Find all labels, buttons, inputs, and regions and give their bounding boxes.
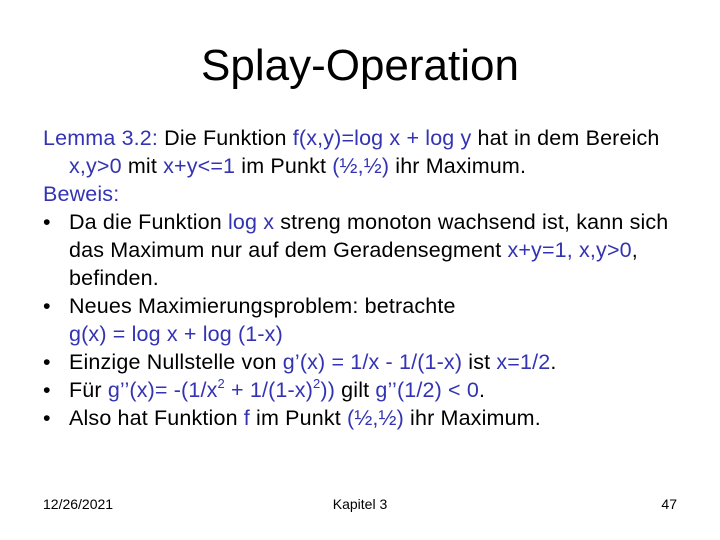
- slide-title: Splay-Operation: [201, 41, 519, 90]
- item-text: ihr Maximum.: [403, 406, 541, 430]
- item-formula: f: [243, 406, 250, 430]
- bullet-icon: •: [43, 350, 51, 374]
- item-formula: log x: [227, 210, 275, 234]
- item-text: streng monoton wachsend ist, kann sich das Maximum nur auf dem Geradensegment: [69, 210, 669, 262]
- item-text: Einzige Nullstelle von: [69, 350, 283, 374]
- bullet-icon: •: [43, 210, 51, 234]
- footer-chapter: Kapitel 3: [332, 496, 388, 512]
- lemma-statement: [43, 124, 683, 180]
- bullet-icon: •: [43, 378, 51, 402]
- lemma-point: (½,½): [332, 154, 390, 178]
- item-formula: g(x) = log x + log (1-x): [69, 322, 283, 346]
- proof-heading: Beweis:: [43, 182, 120, 206]
- item-text: ist: [462, 350, 497, 374]
- bullet-icon: •: [43, 294, 51, 318]
- lemma-text: ihr Maximum.: [389, 154, 527, 178]
- bullet-icon: •: [43, 406, 51, 430]
- list-item: [43, 348, 683, 376]
- list-item: [43, 292, 683, 348]
- item-formula: g’(x) = 1/x - 1/(1-x): [282, 350, 463, 374]
- item-text: Für: [69, 378, 108, 402]
- item-text: Also hat Funktion: [69, 406, 244, 430]
- lemma-function: f(x,y)=log x + log y: [292, 126, 472, 150]
- item-formula: g’’(x)= $-(1/x^2 + 1/(1-x)^2)$): [107, 375, 336, 402]
- slide-body: [43, 124, 683, 432]
- item-text: im Punkt: [249, 406, 348, 430]
- footer-date: 12/26/2021: [43, 496, 114, 512]
- item-text: Neues Maximierungsproblem: betrachte: [69, 294, 456, 318]
- lemma-text: hat in dem Bereich: [471, 126, 660, 150]
- lemma-text: im Punkt: [235, 154, 333, 178]
- item-formula: x+y=1, x,y>0: [507, 238, 632, 262]
- lemma-text: Die Funktion: [158, 126, 293, 150]
- item-text: , befinden.: [69, 238, 638, 290]
- list-item: [43, 404, 683, 432]
- item-formula: g’’(1/2) < 0: [375, 378, 479, 402]
- item-text: .: [478, 378, 486, 402]
- item-text: .: [550, 350, 557, 374]
- list-item: [43, 376, 683, 404]
- item-formula: (½,½): [347, 406, 404, 430]
- superscript: 2: [313, 375, 321, 391]
- footer-page-number: 47: [661, 496, 677, 512]
- item-formula: x=1/2: [496, 350, 551, 374]
- superscript: 2: [217, 375, 225, 391]
- lemma-condition: x+y<=1: [163, 154, 236, 178]
- lemma-label: Lemma 3.2:: [43, 126, 159, 150]
- lemma-condition: x,y>0: [69, 154, 122, 178]
- list-item: [43, 208, 683, 292]
- item-text: Da die Funktion: [69, 210, 228, 234]
- item-text: gilt: [335, 378, 376, 402]
- lemma-text: mit: [121, 154, 164, 178]
